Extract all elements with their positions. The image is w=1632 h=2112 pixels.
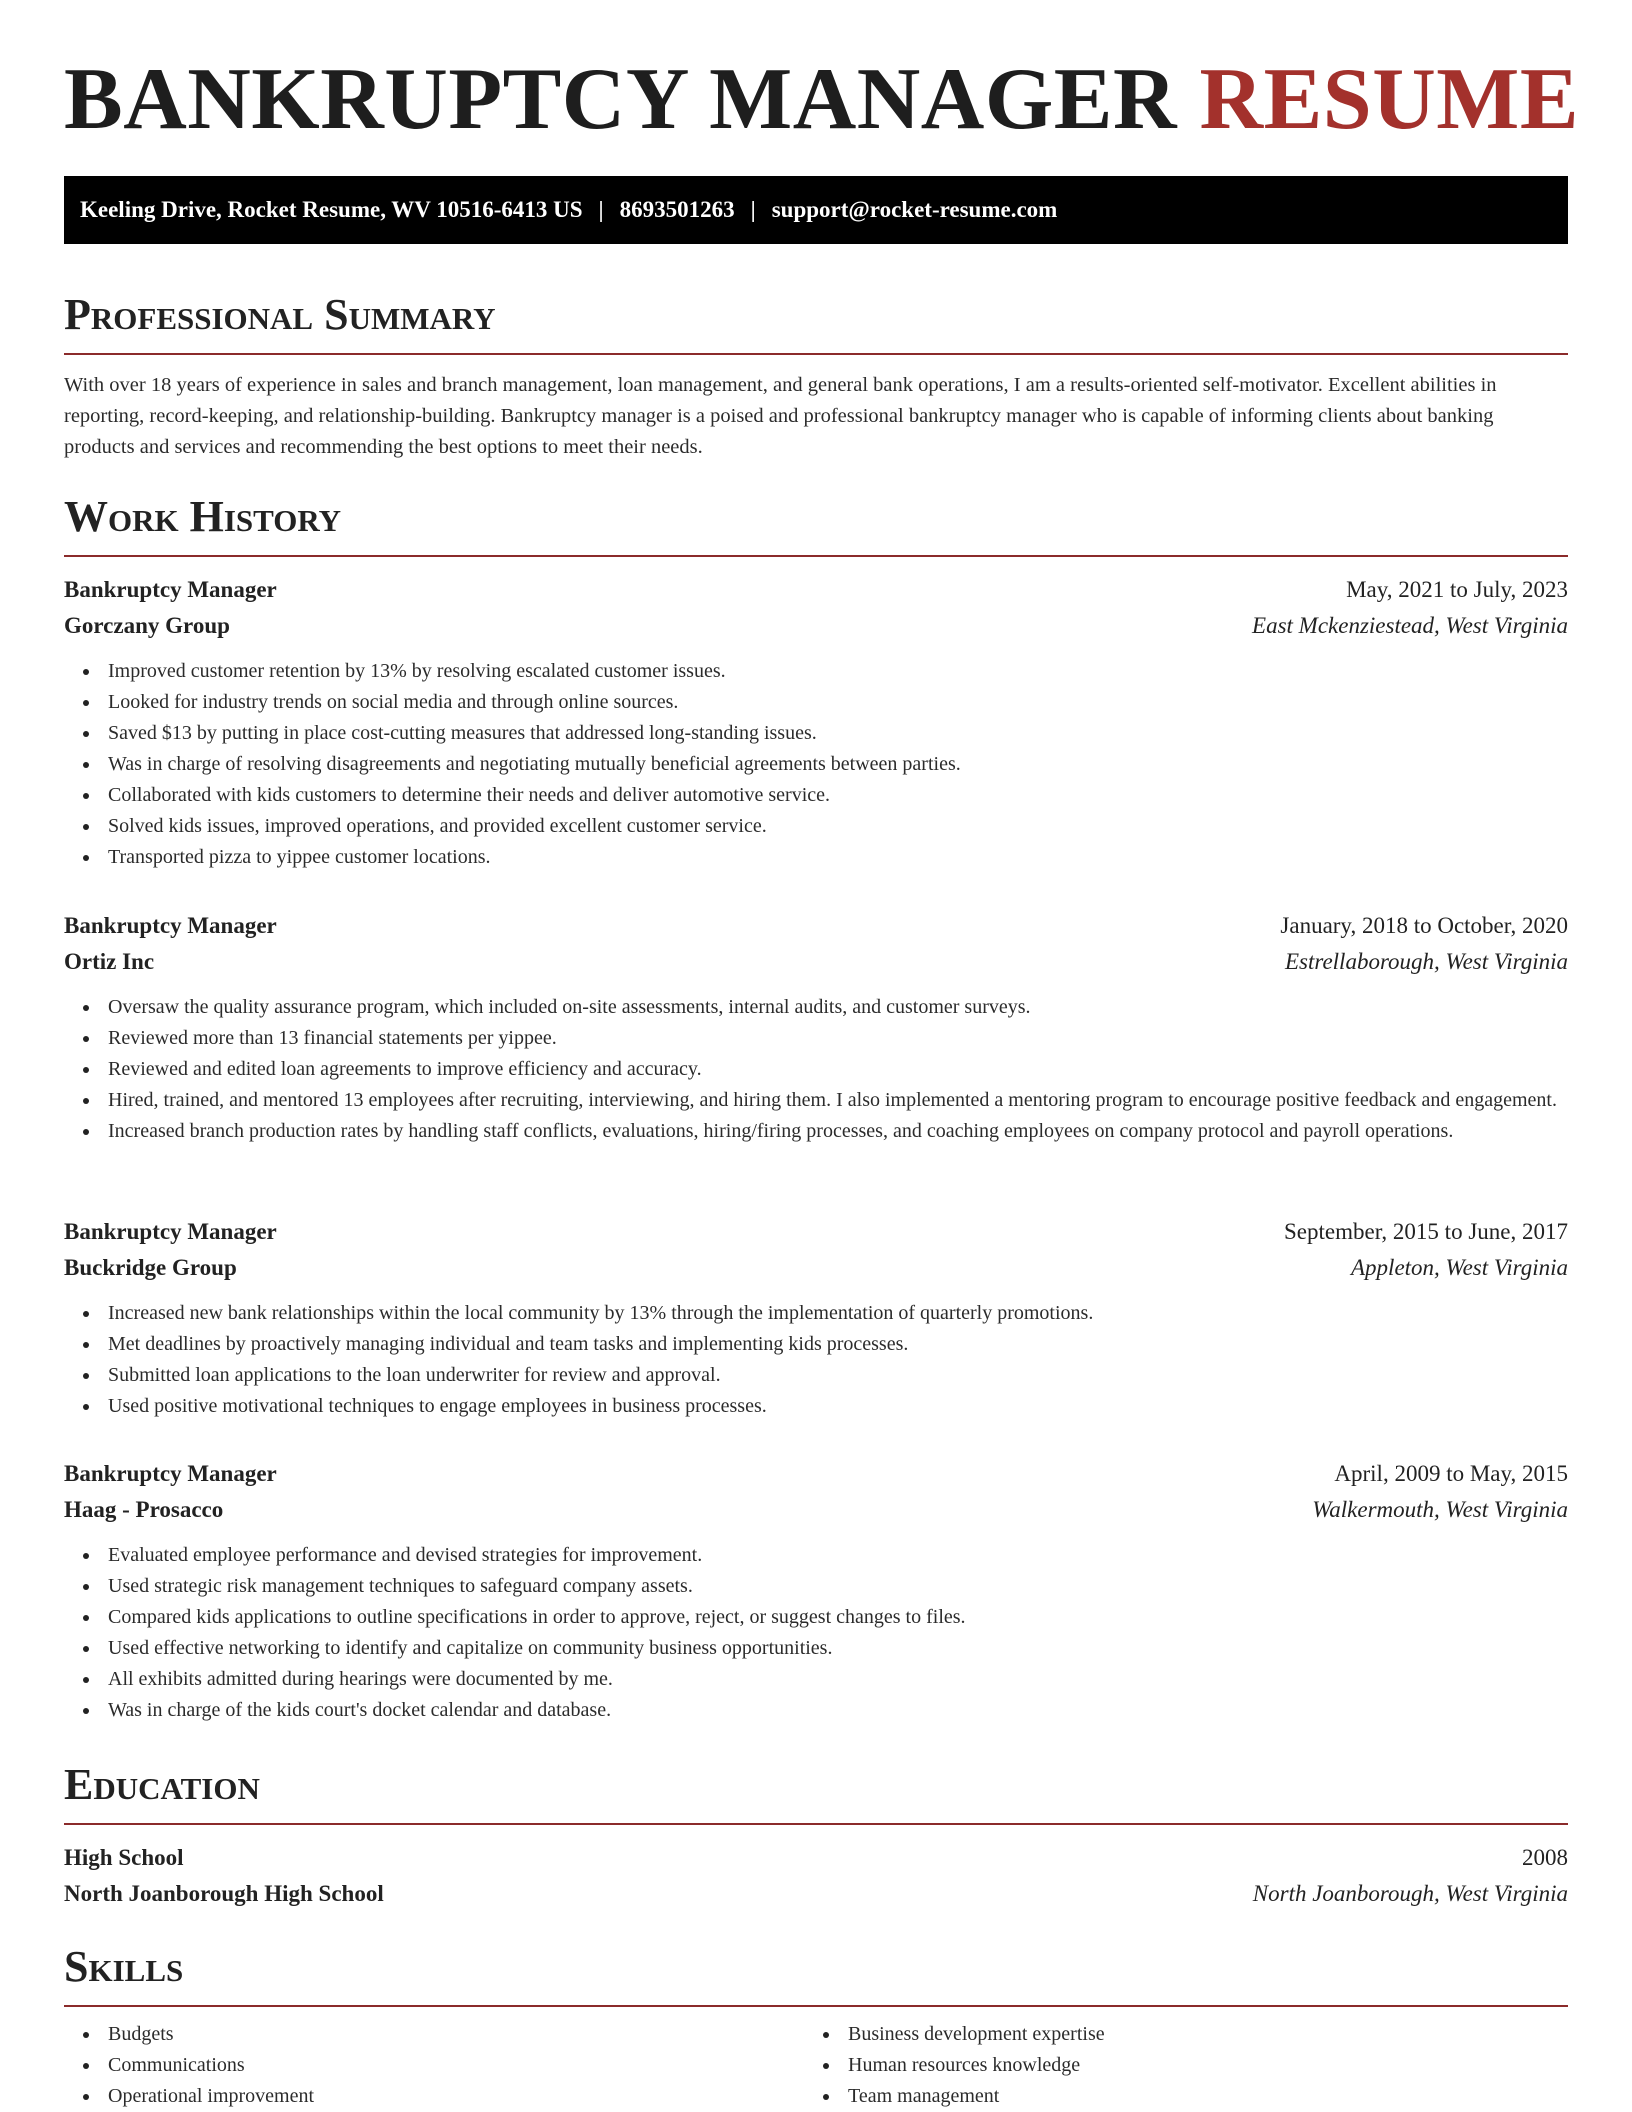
job-company: Ortiz Inc xyxy=(64,949,155,974)
list-item: Evaluated employee performance and devised strategies for improvement. xyxy=(64,1540,1568,1571)
summary-section-header xyxy=(64,290,1568,355)
job-company-row xyxy=(64,1492,1568,1528)
list-item: Looked for industry trends on social media and through online sources. xyxy=(64,687,1568,718)
job-bullets xyxy=(64,1298,1568,1422)
job-entry xyxy=(64,908,1568,1147)
work-section-header xyxy=(64,492,1568,557)
list-item: Used positive motivational techniques to engage employees in business processes. xyxy=(64,1391,1568,1422)
skills-column-right xyxy=(804,2019,1544,2112)
list-item: Reviewed more than 13 financial statements per yippee. xyxy=(64,1023,1568,1054)
education-section-header xyxy=(64,1760,1568,1825)
list-item: Was in charge of resolving disagreements and negotiating mutually beneficial agreements between parties. xyxy=(64,749,1568,780)
title-accent: RESUME xyxy=(1199,51,1580,148)
job-dates: January, 2018 to October, 2020 xyxy=(1280,913,1568,938)
job-entry xyxy=(64,572,1568,873)
list-item: Saved $13 by putting in place cost-cutting measures that addressed long-standing issues. xyxy=(64,718,1568,749)
list-item: Operational improvement xyxy=(64,2081,804,2112)
job-bullets xyxy=(64,656,1568,873)
list-item: Solved kids issues, improved operations, and provided excellent customer service. xyxy=(64,811,1568,842)
list-item: Communications xyxy=(64,2050,804,2081)
job-header-row xyxy=(64,572,1568,608)
education-school: North Joanborough High School xyxy=(64,1881,384,1906)
list-item: Submitted loan applications to the loan underwriter for review and approval. xyxy=(64,1360,1568,1391)
job-company: Gorczany Group xyxy=(64,613,230,638)
contact-separator: | xyxy=(750,197,756,222)
list-item: Collaborated with kids customers to determine their needs and deliver automotive service. xyxy=(64,780,1568,811)
list-item: Compared kids applications to outline specifications in order to approve, reject, or suggest changes to files. xyxy=(64,1602,1568,1633)
education-location: North Joanborough, West Virginia xyxy=(1252,1881,1568,1906)
list-item: Used effective networking to identify and capitalize on community business opportunities. xyxy=(64,1633,1568,1664)
job-dates: May, 2021 to July, 2023 xyxy=(1346,577,1568,602)
section-heading: Skills xyxy=(64,1942,184,1991)
job-dates: April, 2009 to May, 2015 xyxy=(1334,1461,1568,1486)
job-company: Buckridge Group xyxy=(64,1255,237,1280)
job-title: Bankruptcy Manager xyxy=(64,913,277,938)
list-item: Human resources knowledge xyxy=(804,2050,1544,2081)
list-item: Team management xyxy=(804,2081,1544,2112)
skills-bullets xyxy=(64,2019,804,2112)
summary-text: With over 18 years of experience in sales and branch management, loan management, and general bank operations, I am a results-oriented self-motivator. Excellent abilities in reporting, record-keeping, and relationship-building. Bankruptcy manager is a poised and professional bankruptcy manager who is capable of informing clients about banking products and services and recommending the best options to meet their needs. xyxy=(64,374,1497,458)
list-item: Increased new bank relationships within the local community by 13% through the implementation of quarterly promotions. xyxy=(64,1298,1568,1329)
job-company: Haag - Prosacco xyxy=(64,1497,224,1522)
list-item: Oversaw the quality assurance program, which included on-site assessments, internal audits, and customer surveys. xyxy=(64,992,1568,1023)
education-school-row xyxy=(64,1876,1568,1912)
contact-bar xyxy=(64,176,1568,244)
list-item: Hired, trained, and mentored 13 employees after recruiting, interviewing, and hiring them. I also implemented a mentoring program to encourage positive feedback and engagement. xyxy=(64,1085,1568,1116)
job-bullets xyxy=(64,992,1568,1147)
job-location: Walkermouth, West Virginia xyxy=(1312,1497,1568,1522)
list-item: Business development expertise xyxy=(804,2019,1544,2050)
job-entry xyxy=(64,1456,1568,1726)
job-bullets xyxy=(64,1540,1568,1726)
job-header-row xyxy=(64,908,1568,944)
education-year: 2008 xyxy=(1522,1845,1568,1870)
skills-bullets xyxy=(804,2019,1544,2112)
list-item: Used strategic risk management techniques to safeguard company assets. xyxy=(64,1571,1568,1602)
list-item: Improved customer retention by 13% by resolving escalated customer issues. xyxy=(64,656,1568,687)
job-entry xyxy=(64,1214,1568,1422)
section-heading: Professional Summary xyxy=(64,290,496,339)
contact-separator: | xyxy=(598,197,604,222)
contact-email: support@rocket-resume.com xyxy=(771,197,1058,222)
section-heading: Education xyxy=(64,1760,260,1809)
job-title: Bankruptcy Manager xyxy=(64,577,277,602)
list-item: Was in charge of the kids court's docket calendar and database. xyxy=(64,1695,1568,1726)
job-header-row xyxy=(64,1214,1568,1250)
resume-title xyxy=(64,51,1580,148)
job-title: Bankruptcy Manager xyxy=(64,1461,277,1486)
list-item: Increased branch production rates by handling staff conflicts, evaluations, hiring/firing processes, and coaching employees on company protocol and payroll operations. xyxy=(64,1116,1568,1147)
job-header-row xyxy=(64,1456,1568,1492)
list-item: Reviewed and edited loan agreements to improve efficiency and accuracy. xyxy=(64,1054,1568,1085)
list-item: Budgets xyxy=(64,2019,804,2050)
job-company-row xyxy=(64,1250,1568,1286)
job-dates: September, 2015 to June, 2017 xyxy=(1284,1219,1568,1244)
skills-column-left xyxy=(64,2019,804,2112)
job-company-row xyxy=(64,944,1568,980)
education-header-row xyxy=(64,1840,1568,1876)
contact-address: Keeling Drive, Rocket Resume, WV 10516-6413 US xyxy=(80,197,583,222)
list-item: Met deadlines by proactively managing individual and team tasks and implementing kids processes. xyxy=(64,1329,1568,1360)
list-item: All exhibits admitted during hearings were documented by me. xyxy=(64,1664,1568,1695)
title-main: BANKRUPTCY MANAGER xyxy=(64,51,1178,148)
section-heading: Work History xyxy=(64,492,342,541)
education-entry xyxy=(64,1840,1568,1912)
job-location: Estrellaborough, West Virginia xyxy=(1284,949,1568,974)
job-location: East Mckenziestead, West Virginia xyxy=(1252,613,1568,638)
contact-phone: 8693501263 xyxy=(619,197,735,222)
job-company-row xyxy=(64,608,1568,644)
job-location: Appleton, West Virginia xyxy=(1351,1255,1568,1280)
education-degree: High School xyxy=(64,1845,184,1870)
skills-section-header xyxy=(64,1942,1568,2007)
job-title: Bankruptcy Manager xyxy=(64,1219,277,1244)
list-item: Transported pizza to yippee customer locations. xyxy=(64,842,1568,873)
